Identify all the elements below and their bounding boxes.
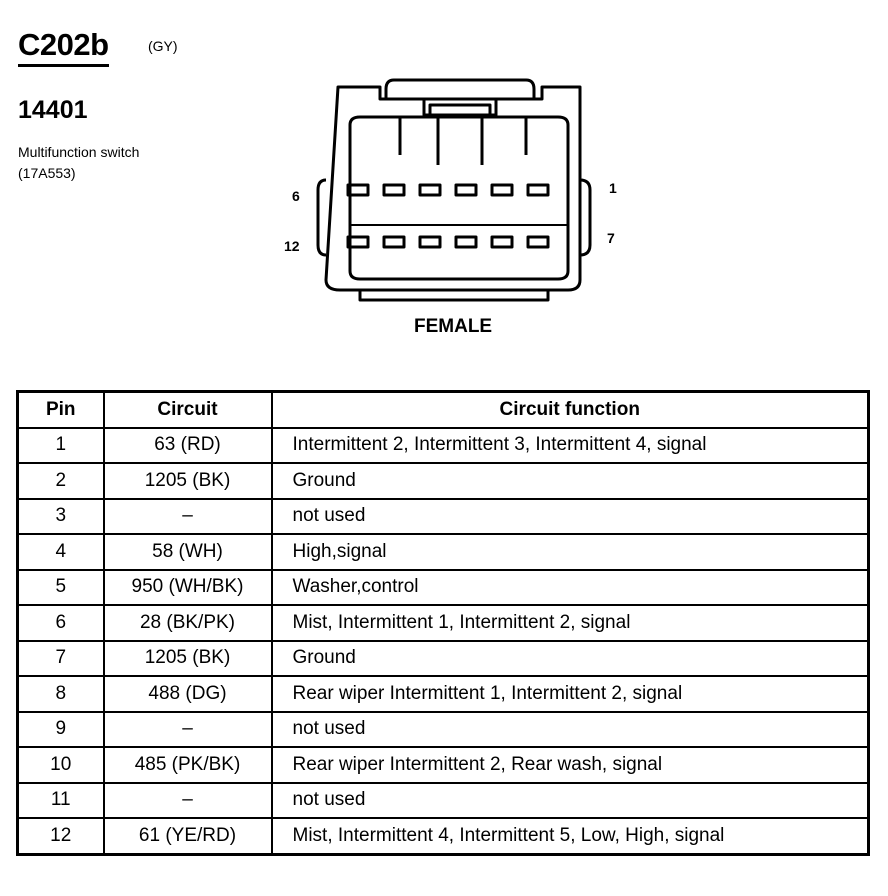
table-row [18, 534, 869, 570]
cell-function: not used [272, 712, 869, 748]
cell-circuit: – [104, 783, 272, 819]
part-number: 14401 [18, 96, 88, 124]
cavity-row-bottom [348, 237, 548, 247]
cell-pin: 1 [18, 428, 104, 464]
cell-pin: 7 [18, 641, 104, 677]
cell-function: Rear wiper Intermittent 2, Rear wash, signal [272, 747, 869, 783]
cell-function: Rear wiper Intermittent 1, Intermittent 2, signal [272, 676, 869, 712]
description-line-2: (17A553) [18, 165, 76, 181]
cell-circuit: 485 (PK/BK) [104, 747, 272, 783]
cell-pin: 5 [18, 570, 104, 606]
table-row [18, 570, 869, 606]
table-row [18, 605, 869, 641]
table-row [18, 428, 869, 464]
table-row [18, 783, 869, 819]
cell-pin: 11 [18, 783, 104, 819]
header-circuit-function: Circuit function [272, 392, 869, 428]
table-row [18, 712, 869, 748]
table-row [18, 747, 869, 783]
cell-function: not used [272, 783, 869, 819]
cell-function: Ground [272, 641, 869, 677]
cell-function: Mist, Intermittent 1, Intermittent 2, signal [272, 605, 869, 641]
cell-circuit: 28 (BK/PK) [104, 605, 272, 641]
pin-label-bottom-right: 7 [607, 230, 615, 246]
connector-id: C202b [18, 28, 109, 67]
cell-pin: 9 [18, 712, 104, 748]
cell-pin: 6 [18, 605, 104, 641]
cell-circuit: 1205 (BK) [104, 641, 272, 677]
cell-pin: 10 [18, 747, 104, 783]
table-row [18, 818, 869, 854]
connector-face-diagram [310, 75, 600, 307]
header-pin: Pin [18, 392, 104, 428]
pin-label-top-right: 1 [609, 180, 617, 196]
table-row [18, 499, 869, 535]
cell-circuit: 488 (DG) [104, 676, 272, 712]
cell-function: Washer,control [272, 570, 869, 606]
connector-latch [386, 80, 534, 99]
table-row [18, 463, 869, 499]
cell-pin: 8 [18, 676, 104, 712]
cell-pin: 2 [18, 463, 104, 499]
pin-label-top-left: 6 [292, 188, 300, 204]
connector-description [18, 142, 139, 184]
cell-pin: 3 [18, 499, 104, 535]
cell-pin: 4 [18, 534, 104, 570]
cell-function: Mist, Intermittent 4, Intermittent 5, Low, High, signal [272, 818, 869, 854]
cell-circuit: 61 (YE/RD) [104, 818, 272, 854]
cell-circuit: – [104, 712, 272, 748]
cell-circuit: – [104, 499, 272, 535]
connector-color: (GY) [148, 38, 178, 54]
cell-circuit: 58 (WH) [104, 534, 272, 570]
pin-label-bottom-left: 12 [284, 238, 300, 254]
cavity-row-top [348, 185, 548, 195]
cell-circuit: 1205 (BK) [104, 463, 272, 499]
connector-gender: FEMALE [414, 316, 493, 337]
cell-pin: 12 [18, 818, 104, 854]
pinout-table [16, 390, 870, 856]
cell-circuit: 950 (WH/BK) [104, 570, 272, 606]
cell-function: High,signal [272, 534, 869, 570]
cell-circuit: 63 (RD) [104, 428, 272, 464]
table-row [18, 676, 869, 712]
connector-inner-body [350, 117, 568, 279]
header-circuit: Circuit [104, 392, 272, 428]
description-line-1: Multifunction switch [18, 144, 140, 160]
cell-function: Ground [272, 463, 869, 499]
cell-function: Intermittent 2, Intermittent 3, Intermittent 4, signal [272, 428, 869, 464]
table-header-row [18, 392, 869, 428]
cell-function: not used [272, 499, 869, 535]
table-row [18, 641, 869, 677]
